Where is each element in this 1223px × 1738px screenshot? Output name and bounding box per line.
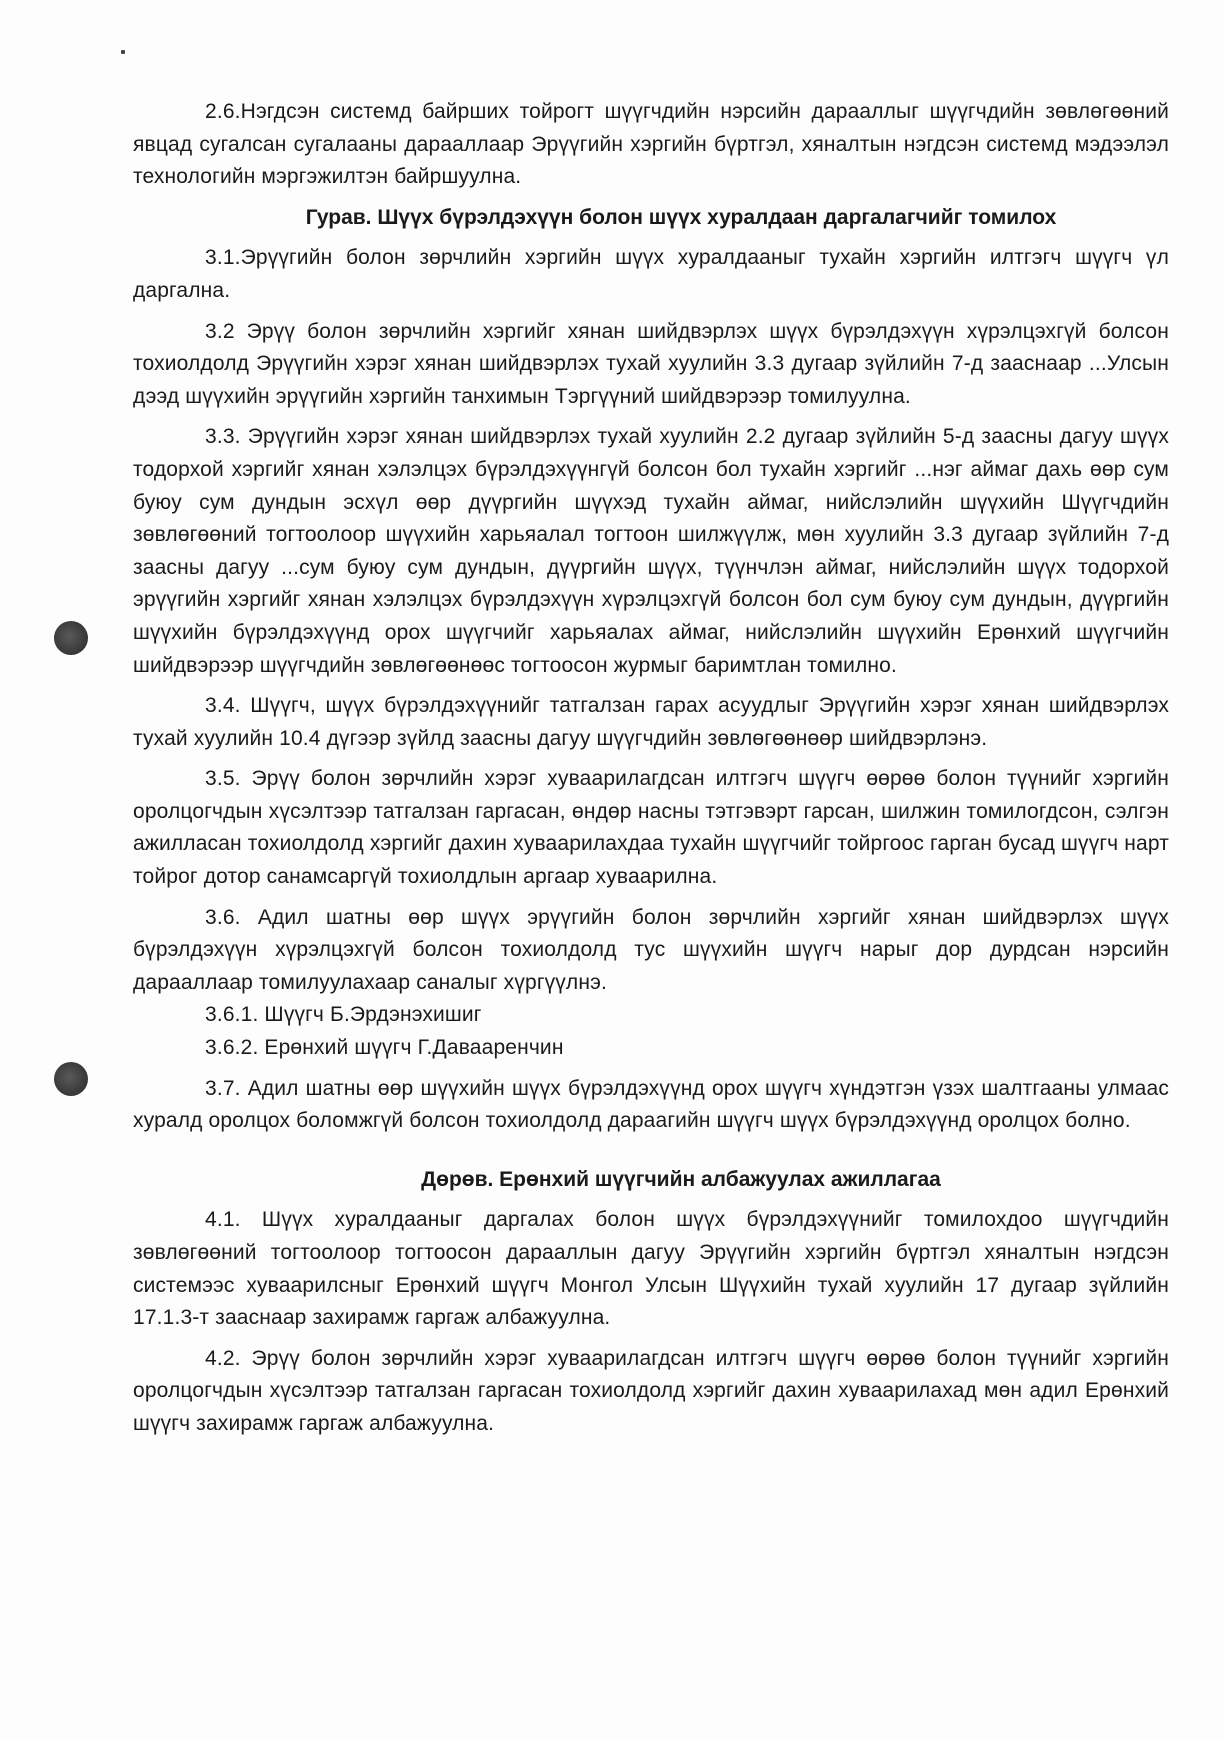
paragraph-3-6: 3.6. Адил шатны өөр шүүх эрүүгийн болон зөрчлийн хэргийг хянан шийдвэрлэх шүүх бүрэлдэхүүн хүрэлцэхгүй болсон тохиолдолд тус шүүхийн шүүгч нарыг дор дурдсан нэрсийн дарааллаар томилуулахаар саналыг хүргүүлнэ. <box>133 905 1169 994</box>
paragraph-3-4: 3.4. Шүүгч, шүүх бүрэлдэхүүнийг татгалзан гарах асуудлыг Эрүүгийн хэрэг хянан шийдвэрлэх тухай хуулийн 10.4 дүгээр зүйлд заасны дагуу шүүгчдийн зөвлөгөөнөөр шийдвэрлэнэ. <box>133 694 1169 750</box>
document-body <box>133 96 1169 1441</box>
paragraph-3-2: 3.2 Эрүү болон зөрчлийн хэргийг хянан шийдвэрлэх шүүх бүрэлдэхүүн хүрэлцэхгүй болсон тохиолдолд Эрүүгийн хэрэг хянан шийдвэрлэх тухай хуулийн 3.3 дугаар зүйлийн 7-д зааснаар ...Улсын дээд шүүхийн эрүүгийн хэргийн танхимын Тэргүүний шийдвэрээр томилуулна. <box>133 319 1169 408</box>
paragraph-3-5: 3.5. Эрүү болон зөрчлийн хэрэг хуваарилагдсан илтгэгч шүүгч өөрөө болон түүнийг хэргийн оролцогчдын хүсэлтээр татгалзан гаргасан, өндөр насны тэтгэвэрт гарсан, шилжин томилогдсон, сэлгэн ажилласан тохиолдолд хэргийг дахин хуваарилахдаа тухайн шүүгчийг тойргоос гарган бусад шүүгч нарт тойрог дотор санамсаргүй тохиолдлын аргаар хуваарилна. <box>133 767 1169 889</box>
paragraph-4-2: 4.2. Эрүү болон зөрчлийн хэрэг хуваарилагдсан илтгэгч шүүгч өөрөө болон түүнийг хэргийн оролцогчдын хүсэлтээр татгалзан гаргасан тохиолдолд хэргийг дахин хуваарилахад мөн адил Ерөнхий шүүгч захирамж гаргаж албажуулна. <box>133 1346 1169 1435</box>
section-heading-3: Гурав. Шүүх бүрэлдэхүүн болон шүүх хуралдаан даргалагчийг томилох <box>305 205 1057 229</box>
paragraph-3-1: 3.1.Эрүүгийн болон зөрчлийн хэргийн шүүх хуралдааныг тухайн хэргийн илтгэгч шүүгч үл даргална. <box>133 246 1169 302</box>
scan-speck <box>121 50 125 54</box>
paragraph-3-7: 3.7. Адил шатны өөр шүүхийн шүүх бүрэлдэхүүнд орох шүүгч хүндэтгэн үзэх шалтгааны улмаас хуралд оролцох боломжгүй болсон тохиолдолд дараагийн шүүгч шүүх бүрэлдэхүүнд оролцох болно. <box>133 1076 1169 1133</box>
punch-hole-lower <box>54 1062 88 1096</box>
paragraph-4-1: 4.1. Шүүх хуралдааныг даргалах болон шүүх бүрэлдэхүүнийг томилохдоо шүүгчдийн зөвлөгөөний тогтоолоор тогтоосон дарааллын дагуу Эрүүгийн хэргийн бүртгэл хяналтын нэгдсэн системээс хуваарилсныг Ерөнхий шүүгч Монгол Улсын Шүүхийн тухай хуулийн 17 дугаар зүйлийн 17.1.3-т зааснаар захирамж гаргаж албажуулна. <box>133 1208 1169 1330</box>
list-item-3-6-1: 3.6.1. Шүүгч Б.Эрдэнэхишиг <box>205 1003 482 1027</box>
punch-hole-upper <box>54 621 88 655</box>
list-item-3-6-2: 3.6.2. Ерөнхий шүүгч Г.Давааренчин <box>205 1036 564 1060</box>
paragraph-2-6: 2.6.Нэгдсэн системд байрших тойрогт шүүгчдийн нэрсийн дарааллыг шүүгчдийн зөвлөгөөний явцад сугалсан сугалааны дарааллаар Эрүүгийн хэргийн бүртгэл, хяналтын нэгдсэн системд мэдээлэл технологийн мэргэжилтэн байршуулна. <box>133 100 1169 189</box>
paragraph-3-3: 3.3. Эрүүгийн хэрэг хянан шийдвэрлэх тухай хуулийн 2.2 дугаар зүйлийн 5-д заасны дагуу шүүх тодорхой хэргийг хянан хэлэлцэх бүрэлдэхүүнгүй болсон бол тухайн хэргийг ...нэг аймаг дахь өөр сум буюу сум дундын эсхүл өөр дүүргийн шүүхэд тухайн аймаг, нийслэлийн шүүхийн Шүүгчдийн зөвлөгөөний тогтоолоор шүүхийн харьяалал тогтоон шилжүүлж, мөн хуулийн 3.3 дугаар зүйлийн 7-д заасны дагуу ...сум буюу сум дундын, дүүргийн шүүх, түүнчлэн аймаг, нийслэлийн шүүх тодорхой эрүүгийн хэргийг хянан хэлэлцэх бүрэлдэхүүн хүрэлцэхгүй болсон бол сум буюу сум дундын, дүүргийн шүүхийн бүрэлдэхүүнд орох шүүгчийг харьяалах аймаг, нийслэлийн шүүхийн Ерөнхий шүүгчийн шийдвэрээр шүүгчдийн зөвлөгөөнөөс тогтоосон журмыг баримтлан томилно. <box>133 425 1169 677</box>
section-heading-4: Дөрөв. Ерөнхий шүүгчийн албажуулах ажиллагаа <box>421 1167 941 1191</box>
